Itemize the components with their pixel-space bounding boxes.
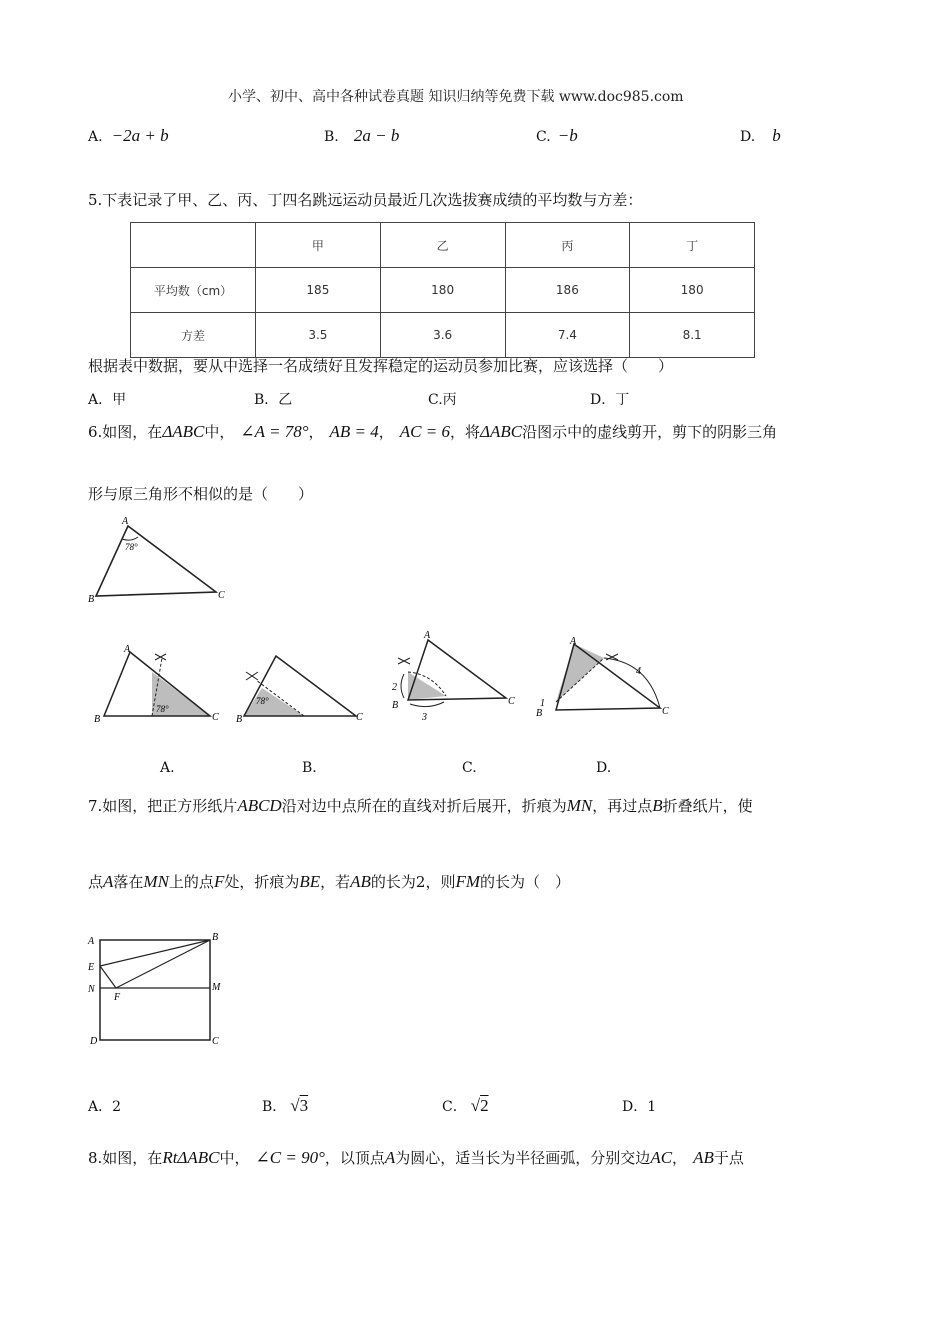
table-header-cell: 乙: [380, 223, 505, 268]
crease-be: [100, 940, 210, 966]
length-label-2: 2: [392, 682, 397, 693]
q4-option-a-label: A.: [88, 129, 103, 145]
segment-ef: [100, 966, 116, 988]
q4-option-d-label: D.: [740, 129, 756, 145]
q6-option-d[interactable]: D.: [596, 760, 612, 776]
q8-text: ，以顶点: [324, 1149, 385, 1167]
table-header-cell: 丁: [630, 223, 755, 268]
q7-text: 7.如图，把正方形纸片: [88, 797, 238, 815]
q7-option-d-value: 1: [647, 1099, 657, 1115]
brace-2: [401, 674, 404, 698]
square-abcd: [100, 940, 210, 1040]
vertex-a-label: A: [124, 644, 131, 655]
point-n-label: N: [88, 984, 95, 995]
q6-text: 中，: [204, 423, 235, 441]
q7-option-c[interactable]: [442, 1096, 489, 1116]
q6-option-c-figure: [388, 628, 524, 726]
vertex-c-label: C: [212, 712, 219, 723]
vertex-c-label: C: [218, 590, 225, 601]
arc-4: [604, 658, 660, 708]
q7-text: ，再过点: [592, 797, 653, 815]
page-header: 小学、初中、高中各种试卷真题 知识归纳等免费下载 www.doc985.com: [228, 89, 684, 105]
table-header-cell: 丙: [505, 223, 630, 268]
q6-text: 沿图示中的虚线剪开，剪下的阴影三角: [522, 423, 778, 441]
length-label-1: 1: [540, 698, 545, 709]
q6-option-b[interactable]: B.: [302, 760, 317, 776]
vertex-b-label: B: [236, 714, 243, 725]
q8-stem-line1: [88, 1148, 744, 1168]
q6-option-c[interactable]: C.: [462, 760, 477, 776]
scissors-icon: [155, 654, 166, 660]
scissors-icon: [246, 672, 258, 680]
q7-math-a: A: [103, 872, 114, 891]
vertex-b-label: B: [392, 700, 399, 711]
scissors-icon: [398, 658, 410, 664]
q8-text: 为圆心，适当长为半径画弧，分别交边: [395, 1149, 651, 1167]
q7-option-a-value: 2: [112, 1099, 122, 1115]
table-row: [131, 313, 755, 358]
vertex-c-label: C: [212, 1036, 219, 1047]
triangle-abc: [96, 526, 216, 596]
q7-text: 落在: [113, 873, 144, 891]
q7-text: ，若: [320, 873, 351, 891]
angle-label: 78°: [125, 542, 138, 552]
q4-option-a[interactable]: [88, 126, 169, 146]
vertex-c-label: C: [508, 696, 515, 707]
q6-option-a[interactable]: A.: [160, 760, 175, 776]
sqrt-icon: √: [290, 1096, 300, 1115]
segment-bf: [116, 940, 210, 988]
q6-stem-line2: 形与原三角形不相似的是（ ）: [88, 485, 314, 503]
q6-text: 6.如图，在: [88, 423, 163, 441]
q6-text: ，: [308, 423, 324, 441]
q7-math-mn: MN: [566, 796, 593, 815]
shaded-triangle: [408, 672, 446, 700]
q7-text: 处，折痕为: [224, 873, 300, 891]
q8-text: 于点: [713, 1149, 744, 1167]
vertex-d-label: D: [90, 1036, 98, 1047]
q5-score-table: [130, 222, 755, 358]
vertex-a-label: A: [570, 636, 577, 647]
length-label-3: 3: [422, 712, 427, 723]
q4-option-b-expr: 2a − b: [353, 126, 400, 145]
angle-label: 78°: [156, 704, 169, 714]
q7-text: 的长为2，则: [370, 873, 456, 891]
q7-text: 折叠纸片，使: [662, 797, 753, 815]
q7-option-a[interactable]: [88, 1096, 121, 1116]
q4-option-c-expr: −b: [557, 126, 578, 145]
table-row: [131, 268, 755, 313]
q7-option-d[interactable]: [622, 1096, 656, 1116]
q4-option-c[interactable]: [536, 126, 578, 146]
brace-3: [410, 702, 444, 707]
table-header-cell: [131, 223, 256, 268]
q7-square-figure: [86, 928, 226, 1052]
q7-option-b[interactable]: [262, 1096, 308, 1116]
q5-question: 根据表中数据，要从中选择一名成绩好且发挥稳定的运动员参加比赛，应该选择（ ）: [88, 357, 674, 375]
q4-option-d[interactable]: [740, 126, 781, 146]
q7-option-c-label: C．: [442, 1099, 467, 1115]
q8-text: 8.如图，在: [88, 1149, 163, 1167]
table-cell: 180: [380, 268, 505, 313]
q6-math-ac: AC = 6: [399, 422, 450, 441]
table-cell: 185: [256, 268, 381, 313]
table-header-row: [131, 223, 755, 268]
q7-math-mn: MN: [143, 872, 169, 891]
sqrt-icon: √: [470, 1096, 481, 1115]
table-cell: 186: [505, 268, 630, 313]
q6-option-d-figure: [534, 636, 674, 720]
angle-label: 78°: [256, 696, 269, 706]
q4-option-b-label: B.: [324, 129, 339, 145]
q8-math-ac: AC: [650, 1148, 673, 1167]
q5-option-c[interactable]: C.丙: [428, 392, 457, 408]
q7-math-f: F: [213, 872, 225, 891]
q8-math-ab: AB: [693, 1148, 714, 1167]
q7-math-b: B: [652, 796, 663, 815]
q7-math-be: BE: [299, 872, 321, 891]
table-cell: 方差: [131, 313, 256, 358]
q6-text: ，: [378, 423, 394, 441]
vertex-a-label: A: [122, 516, 129, 527]
q6-text: ，将: [450, 423, 481, 441]
q8-math-triangle: RtΔABC: [162, 1148, 220, 1167]
q8-math-a: A: [384, 1148, 396, 1167]
q7-stem-line1: [88, 796, 753, 816]
q6-math-triangle: ΔABC: [162, 422, 205, 441]
q8-text: 中，: [219, 1149, 250, 1167]
q5-option-d[interactable]: D．丁: [590, 392, 630, 408]
length-label-4: 4: [636, 666, 641, 677]
shaded-triangle: [244, 688, 304, 716]
table-cell: 3.6: [380, 313, 505, 358]
q7-option-b-value: 3: [299, 1096, 309, 1115]
table-cell: 180: [630, 268, 755, 313]
q6-option-a-figure: [92, 644, 224, 728]
shaded-triangle: [556, 644, 604, 702]
table-cell: 8.1: [630, 313, 755, 358]
q6-option-b-figure: [232, 650, 368, 730]
q6-math-ab: AB = 4: [329, 422, 379, 441]
q7-option-c-value: 2: [480, 1096, 489, 1115]
q5-option-a[interactable]: A．甲: [88, 392, 127, 408]
vertex-c-label: C: [356, 712, 363, 723]
q7-option-b-label: B．: [262, 1099, 287, 1115]
q7-option-d-label: D．: [622, 1099, 648, 1115]
q7-option-a-label: A．: [88, 1099, 113, 1115]
q7-text: 沿对边中点所在的直线对折后展开，折痕为: [281, 797, 567, 815]
vertex-b-label: B: [212, 932, 219, 943]
vertex-b-label: B: [536, 708, 543, 719]
q7-math-ab: AB: [350, 872, 371, 891]
q6-math-triangle: ΔABC: [480, 422, 523, 441]
point-f-label: F: [114, 992, 121, 1003]
q6-main-figure: [86, 512, 236, 607]
q4-option-c-label: C.: [536, 129, 551, 145]
table-cell: 3.5: [256, 313, 381, 358]
q4-option-d-expr: b: [772, 126, 781, 145]
q7-text: 上的点: [168, 873, 214, 891]
q5-stem: 5.下表记录了甲、乙、丙、丁四名跳远运动员最近几次选拔赛成绩的平均数与方差：: [88, 191, 643, 209]
vertex-b-label: B: [88, 594, 95, 605]
vertex-c-label: C: [662, 706, 669, 717]
angle-arc: [122, 537, 138, 540]
vertex-b-label: B: [94, 714, 101, 725]
table-cell: 7.4: [505, 313, 630, 358]
q7-text: 的长为（ ）: [480, 873, 571, 891]
q8-math-angle: ∠C = 90°: [255, 1148, 325, 1167]
point-m-label: M: [212, 982, 221, 993]
q4-option-a-expr: −2a + b: [111, 126, 169, 145]
q4-option-b[interactable]: [324, 126, 399, 146]
q6-math-angle: ∠A = 78°: [240, 422, 309, 441]
q7-math-fm: FM: [455, 872, 481, 891]
q7-stem-line2: [88, 872, 570, 892]
q5-option-b[interactable]: B．乙: [254, 392, 293, 408]
q7-text: 点: [88, 873, 104, 891]
point-e-label: E: [88, 962, 95, 973]
table-header-cell: 甲: [256, 223, 381, 268]
q6-stem-line1: [88, 422, 777, 442]
vertex-a-label: A: [424, 630, 431, 641]
table-cell: 平均数（cm）: [131, 268, 256, 313]
vertex-a-label: A: [88, 936, 95, 947]
q7-math-abcd: ABCD: [237, 796, 282, 815]
q8-text: ，: [672, 1149, 688, 1167]
